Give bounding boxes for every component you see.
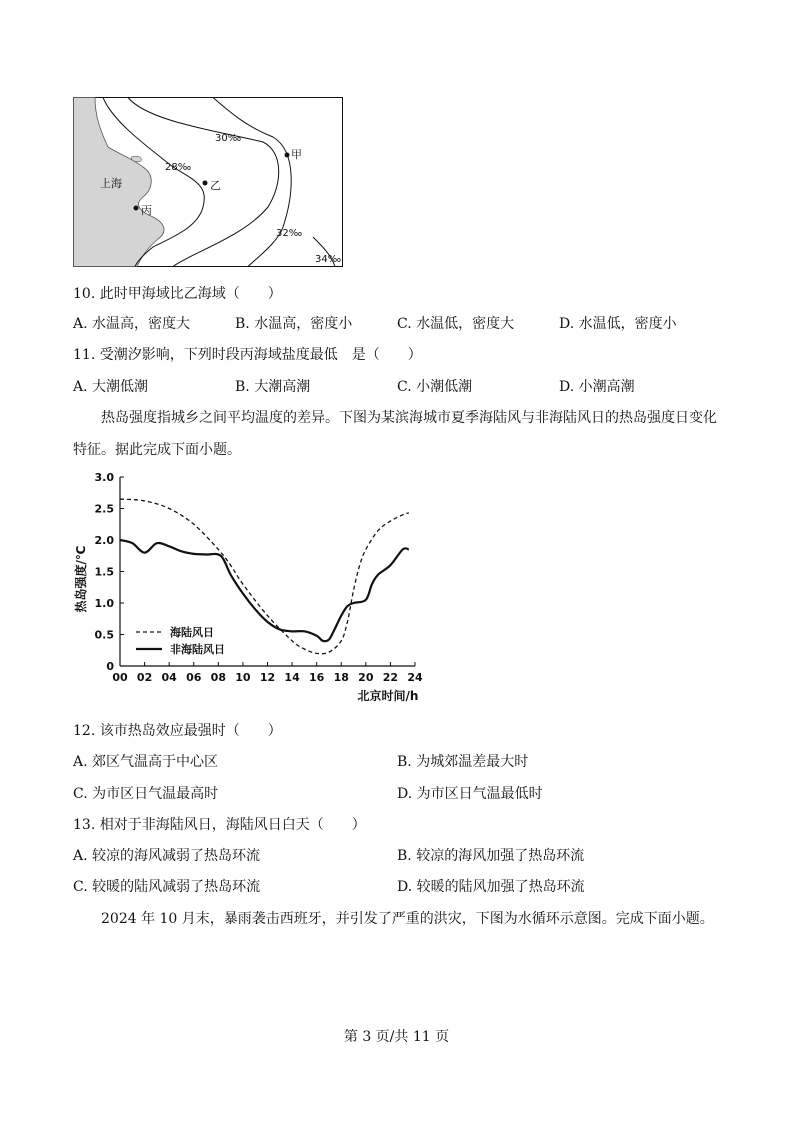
legend-label: 海陆风日 (170, 626, 214, 639)
passage-heat-island-line2: 特征。据此完成下面小题。 (73, 442, 241, 458)
q10-option-c[interactable]: C. 水温低，密度大 (397, 316, 515, 332)
chart-x-tick-label: 22 (382, 671, 399, 684)
chart-y-tick-label: 3.0 (94, 471, 114, 484)
q13-option-d[interactable]: D. 较暖的陆风加强了热岛环流 (397, 879, 585, 895)
question-13-stem: 13. 相对于非海陆风日，海陆风日白天（ ） (73, 817, 366, 833)
label-iso32: 32‰ (276, 228, 303, 239)
salinity-map-svg (73, 97, 343, 267)
label-iso28: 28‰ (165, 162, 192, 173)
chart-x-tick-label: 08 (210, 671, 226, 684)
q11-option-d[interactable]: D. 小潮高潮 (559, 379, 635, 395)
chart-x-tick-label: 00 (112, 671, 128, 684)
q12-option-d[interactable]: D. 为市区日气温最低时 (397, 786, 543, 802)
legend-label: 非海陆风日 (170, 643, 225, 656)
chart-x-tick-label: 06 (186, 671, 202, 684)
heat-island-chart (70, 467, 430, 707)
chart-x-axis-label: 北京时间/h (357, 689, 419, 703)
label-jia: 甲 (291, 148, 302, 161)
question-10-stem: 10. 此时甲海域比乙海域（ ） (73, 286, 282, 302)
salinity-map (73, 97, 343, 267)
chart-x-tick-label: 10 (235, 671, 251, 684)
q13-option-a[interactable]: A. 较凉的海风减弱了热岛环流 (73, 848, 261, 864)
q11-option-a[interactable]: A. 大潮低潮 (73, 379, 149, 395)
chart-y-tick-label: 0 (106, 660, 114, 673)
q10-option-b[interactable]: B. 水温高，密度小 (235, 316, 353, 332)
point-jia (285, 153, 290, 158)
point-bing (134, 206, 139, 211)
q12-option-b[interactable]: B. 为城郊温差最大时 (397, 754, 529, 770)
question-11-stem: 11. 受潮汐影响，下列时段丙海域盐度最低 是（ ） (73, 347, 422, 363)
q13-option-b[interactable]: B. 较凉的海风加强了热岛环流 (397, 848, 585, 864)
label-yi: 乙 (210, 179, 221, 192)
chart-x-tick-label: 02 (136, 671, 153, 684)
chart-x-tick-label: 14 (284, 671, 300, 684)
chart-y-tick-label: 0.5 (94, 628, 114, 642)
q13-option-c[interactable]: C. 较暖的陆风减弱了热岛环流 (73, 879, 261, 895)
label-bing: 丙 (141, 204, 152, 217)
chart-y-tick-label: 1.5 (94, 565, 114, 579)
passage-flood: 2024 年 10 月末，暴雨袭击西班牙，并引发了严重的洪灾，下图为水循环示意图。完成下面小题。 (101, 911, 714, 927)
chart-x-tick-label: 24 (407, 671, 423, 684)
passage-heat-island-line1: 热岛强度指城乡之间平均温度的差异。下图为某滨海城市夏季海陆风与非海陆风日的热岛强度日变化 (101, 410, 717, 426)
chart-y-axis-label: 热岛强度/℃ (74, 545, 88, 613)
chart-x-tick-label: 12 (259, 671, 276, 684)
question-12-stem: 12. 该市热岛效应最强时（ ） (73, 723, 282, 739)
chart-x-tick-label: 16 (309, 671, 325, 684)
q11-option-c[interactable]: C. 小潮低潮 (397, 379, 473, 395)
chart-x-tick-label: 20 (358, 671, 374, 684)
label-iso34: 34‰ (315, 254, 342, 265)
chart-y-tick-label: 2.0 (94, 534, 114, 547)
chart-y-tick-label: 2.5 (94, 502, 114, 516)
q12-option-a[interactable]: A. 郊区气温高于中心区 (73, 754, 219, 770)
series-line-non-sea-land-breeze-day (120, 540, 409, 641)
page-footer: 第 3 页/共 11 页 (343, 1029, 450, 1045)
label-shanghai: 上海 (100, 177, 122, 190)
chart-x-tick-label: 18 (333, 671, 349, 684)
label-iso30: 30‰ (215, 133, 242, 144)
q12-option-c[interactable]: C. 为市区日气温最高时 (73, 786, 219, 802)
series-line-sea-land-breeze-day (120, 499, 409, 654)
q11-option-b[interactable]: B. 大潮高潮 (235, 379, 311, 395)
chart-x-tick-label: 04 (161, 671, 177, 684)
heat-island-chart-svg (70, 467, 430, 707)
chart-y-tick-label: 1.0 (94, 597, 114, 610)
q10-option-d[interactable]: D. 水温低，密度小 (559, 316, 677, 332)
q10-option-a[interactable]: A. 水温高，密度大 (73, 316, 191, 332)
point-yi (203, 181, 208, 186)
